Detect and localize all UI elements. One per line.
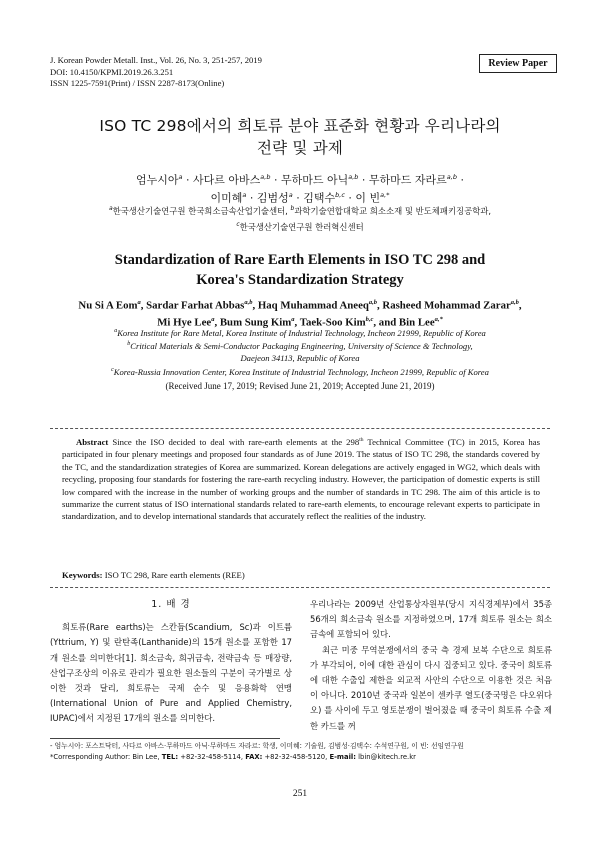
english-affiliation-b-cont: Daejeon 34113, Republic of Korea bbox=[240, 352, 360, 363]
author-affil-mark: a,b bbox=[244, 299, 253, 306]
keywords bbox=[62, 570, 540, 580]
fax-value: +82-32-458-5120, bbox=[264, 752, 328, 761]
author-name: Bin Lee bbox=[398, 316, 435, 329]
fax-label: FAX: bbox=[245, 752, 263, 761]
author-affil-mark: a bbox=[288, 190, 293, 199]
footnotes bbox=[50, 741, 560, 762]
affil-text: Korea-Russia Innovation Center, Korea Institute of Industrial Technology, Incheon 21999, Republic of Korea bbox=[113, 366, 489, 377]
english-title bbox=[40, 250, 560, 290]
section-heading: 1. 배 경 bbox=[151, 599, 191, 610]
author-name: 김범성 bbox=[256, 191, 289, 205]
affil-mark: c bbox=[236, 220, 240, 228]
english-authors-line1: Nu Si A Eom$^a$, Sardar Farhat Abbas$^{a,b}$, Haq Muhammad Aneeq$^{a,b}$, Rasheed Mohammad Zarar$^{a,b}$, bbox=[78, 299, 522, 312]
english-title-line1: Standardization of Rare Earth Elements in ISO TC 298 and bbox=[114, 252, 486, 268]
korean-affiliation-line2 bbox=[40, 218, 560, 234]
author-name: 이미혜 bbox=[210, 191, 243, 205]
english-title-line2: Korea's Standardization Strategy bbox=[196, 272, 404, 288]
journal-issn: ISSN 1225-7591(Print) / ISSN 2287-8173(Online) bbox=[50, 78, 225, 88]
email-value: lbin@kitech.re.kr bbox=[358, 752, 416, 761]
footnote-author-positions: - 엄누시아: 포스트닥터, 사다르 아바스·무하마드 아닉·무하마드 자라르: 학생, 이미혜: 기술원, 김범성·김택수: 수석연구원, 이 빈: 선임연구원 bbox=[50, 742, 464, 750]
author-affil-mark: a,b bbox=[260, 173, 271, 181]
journal-citation: J. Korean Powder Metall. Inst., Vol. 26, No. 3, 251-257, 2019 bbox=[50, 55, 262, 65]
author-affil-mark: a bbox=[137, 299, 141, 306]
english-affiliation-b bbox=[40, 339, 560, 352]
keywords-text: ISO TC 298, Rare earth elements (REE) bbox=[104, 570, 245, 580]
affil-text: 한국생산기술연구원 한국희소금속산업기술센터, bbox=[112, 205, 291, 216]
author-name: Rasheed Mohammad Zarar bbox=[382, 299, 511, 312]
author-affil-mark: b,c bbox=[335, 190, 345, 199]
author-name: Nu Si A Eom bbox=[78, 299, 138, 312]
page-number: 251 bbox=[292, 789, 308, 799]
korean-affiliation-line1 bbox=[40, 202, 560, 218]
author-affil-mark: a,b bbox=[368, 299, 377, 306]
email-label: E-mail: bbox=[329, 752, 356, 761]
korean-title-line1: ISO TC 298에서의 희토류 분야 표준화 현황과 우리나라의 bbox=[99, 117, 501, 135]
author-affil-mark: a bbox=[178, 173, 183, 181]
english-affiliations bbox=[40, 326, 560, 378]
abstract-text-part2: Technical Committee (TC) in 2015, Korea has participated in four plenary meetings and proposed four standards as of June 2019. The status of ISO TC 298, the standards covered by the TC, and the standardization strategies of Korea are summarized. Korean delegations are actively engaged in WG2, which deals with recycling, proposing four standards for fostering the rare-earth recycling industry. However, the participation of domestic experts is still low compared with the increase in the number of working groups and the number of standards in TC 298. The aim of this article is to summarize the current status of ISO international standards related to rare-earth elements, to encourage relevant experts to participate in standardization, and to develop international standards that accurately reflect the realities of the industry. bbox=[62, 436, 540, 522]
korean-authors bbox=[40, 170, 560, 205]
body-paragraph: 우리나라는 2009년 산업통상자원부(당시 지식경제부)에서 35종 56개의 희소금속 원소를 지정하였으며, 17개 희토류 원소는 희소금속에 포함되어 있다. bbox=[310, 599, 552, 640]
affil-mark: b bbox=[127, 341, 131, 348]
author-name: Haq Muhammad Aneeq bbox=[257, 299, 369, 312]
abstract-divider-top bbox=[50, 428, 550, 429]
corr-name: Bin Lee, bbox=[132, 752, 160, 761]
abstract-text-part1: Since the ISO decided to deal with rare-earth elements at the 298 bbox=[112, 436, 360, 447]
author-name: 이 빈 bbox=[355, 191, 381, 205]
affil-mark: a bbox=[108, 205, 113, 212]
body-column-right bbox=[310, 597, 552, 734]
korean-authors-line2: 이미혜$^a$ · 김범성$^a$ · 김택수$^{b,c}$ · 이 빈$^{a,*}$ bbox=[210, 190, 390, 205]
affil-mark: c bbox=[111, 366, 114, 373]
author-affil-mark: b,c bbox=[365, 316, 374, 324]
abstract-divider-bottom bbox=[50, 587, 550, 588]
footnote-corresponding bbox=[50, 752, 560, 763]
author-affil-mark: a,b bbox=[446, 173, 457, 181]
author-name: Mi Hye Lee bbox=[157, 316, 212, 329]
corr-label: *Corresponding Author: bbox=[50, 752, 131, 761]
author-name: 엄누시아 bbox=[136, 173, 179, 187]
affil-mark: b bbox=[290, 205, 295, 212]
affil-text: Korea Institute for Rare Metal, Korea Institute of Industrial Technology, Incheon 21999, Republic of Korea bbox=[117, 327, 486, 338]
body-paragraph: 희토류(Rare earths)는 스칸듐(Scandium, Sc)과 이트륨(Yttrium, Y) 및 란탄족(Lanthanide)의 15개 원소를 포함한 17개 원소를 의미한다[1]. 희소금속, 희귀금속, 전략금속 등 매장량, 산업구조상의 이유로 관리가 필요한 원소들의 구분이 국가별로 상이한 것과 달리, 희토류는 국제 순수 및 응용화학 연맹(International Union of Pure and Applied Chemistry, IUPAC)에서 지정된 17개의 원소를 의미한다. bbox=[50, 622, 292, 724]
author-name: 무하마드 아닉 bbox=[280, 173, 349, 187]
journal-doi: DOI: 10.4150/KPMI.2019.26.3.251 bbox=[50, 66, 174, 77]
keywords-label: Keywords: bbox=[62, 570, 103, 580]
abstract-label: Abstract bbox=[76, 436, 109, 447]
english-affiliation-a bbox=[40, 326, 560, 339]
author-affil-mark: a,b bbox=[348, 173, 359, 181]
tel-value: +82-32-458-5114, bbox=[180, 752, 244, 761]
korean-title bbox=[40, 115, 560, 159]
journal-meta bbox=[50, 55, 262, 90]
english-affiliation-c bbox=[40, 365, 560, 378]
author-name: Sardar Farhat Abbas bbox=[146, 299, 245, 312]
author-name: 무하마드 자라르 bbox=[368, 173, 447, 187]
author-affil-mark: a bbox=[211, 316, 215, 324]
author-name: 김택수 bbox=[303, 191, 336, 205]
body-column-left bbox=[50, 597, 292, 727]
affil-text: 한국생산기술연구원 한러혁신센터 bbox=[239, 221, 364, 232]
author-affil-mark: a,* bbox=[380, 190, 390, 199]
author-affil-mark: a bbox=[242, 190, 247, 199]
affil-text: 과학기술연합대학교 희소소재 및 반도체패키징공학과, bbox=[294, 205, 492, 216]
author-name: 사다르 아바스 bbox=[193, 173, 261, 187]
abstract bbox=[62, 434, 540, 523]
author-name: Bum Sung Kim bbox=[219, 316, 292, 329]
author-affil-mark: a bbox=[291, 316, 295, 324]
abstract-superscript: th bbox=[359, 437, 364, 443]
english-authors-line2: Mi Hye Lee$^a$, Bum Sung Kim$^a$, Taek-Soo Kim$^{b,c}$, and Bin Lee$^{a,*}$ bbox=[157, 316, 443, 329]
author-name: Taek-Soo Kim bbox=[299, 316, 366, 329]
korean-authors-line1: 엄누시아$^a$ · 사다르 아바스$^{a,b}$ · 무하마드 아닉$^{a,b}$ · 무하마드 자라르$^{a,b}$ · bbox=[136, 173, 464, 187]
body-paragraph: 최근 미중 무역분쟁에서의 중국 측 경제 보복 수단으로 희토류가 부각되어, 이에 대한 관심이 다시 집중되고 있다. 중국이 희토류에 대한 수출입 제한을 외교적 사안의 수단으로 이용한 것은 처음이 아니다. 2010년 중국과 일본이 센카쿠 열도(중국명은 댜오위다오) 를 사이에 두고 영토분쟁이 벌어졌을 때 중국이 희토류 수출 제한 카드를 꺼 bbox=[310, 644, 552, 731]
author-affil-mark: a,* bbox=[434, 316, 443, 324]
footnote-divider bbox=[50, 738, 280, 739]
affil-mark: a bbox=[114, 328, 118, 334]
affil-text: Critical Materials & Semi-Conductor Packaging Engineering, University of Science & Technology, bbox=[130, 341, 473, 352]
received-dates: (Received June 17, 2019; Revised June 21, 2019; Accepted June 21, 2019) bbox=[165, 381, 435, 391]
article-type-badge: Review Paper bbox=[479, 54, 557, 73]
author-affil-mark: a,b bbox=[510, 299, 519, 306]
tel-label: TEL: bbox=[161, 752, 179, 761]
korean-affiliations bbox=[40, 202, 560, 234]
korean-title-line2: 전략 및 과제 bbox=[256, 139, 344, 157]
